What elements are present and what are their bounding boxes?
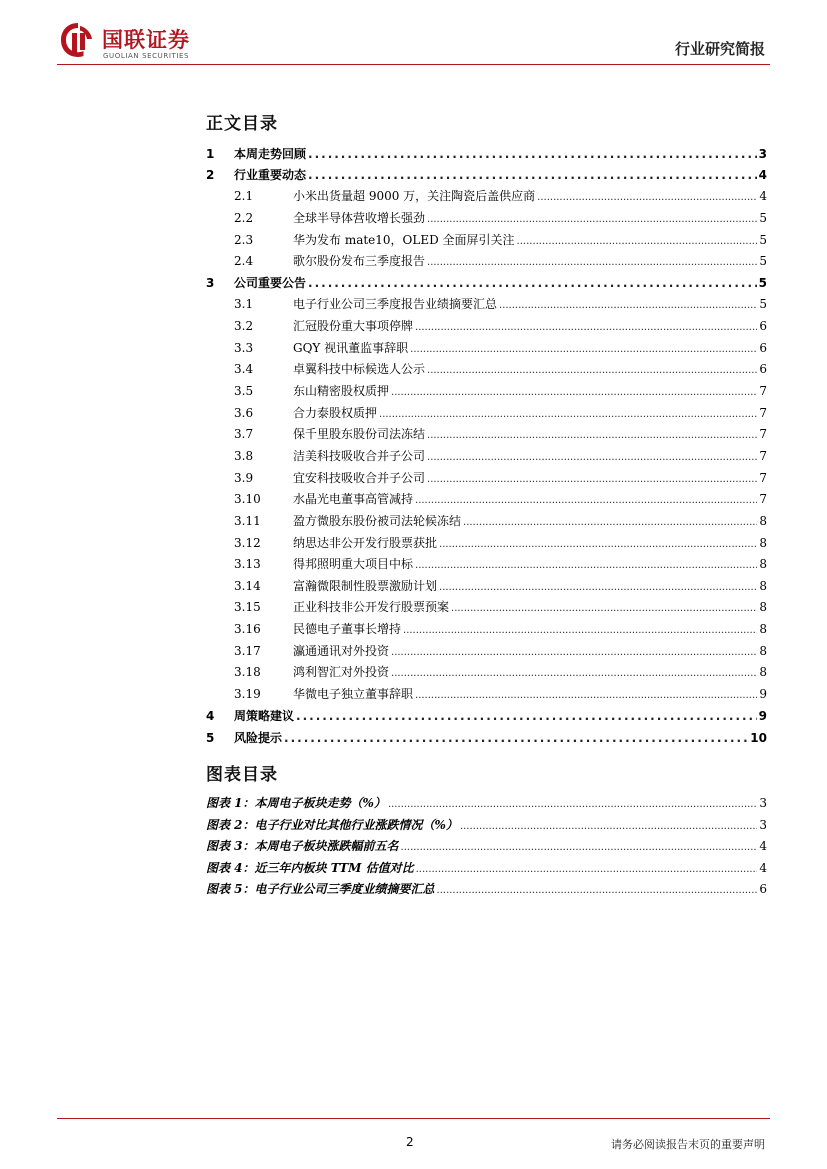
toc-entry-page: 4 — [759, 189, 767, 203]
toc-entry-number: 3.9 — [234, 471, 254, 485]
toc-entry-3-10[interactable] — [206, 489, 767, 509]
dot-leader — [284, 728, 748, 748]
figure-entry-page: 3 — [759, 818, 767, 832]
toc-entry-page: 8 — [759, 579, 767, 593]
dot-leader — [427, 210, 757, 228]
report-type: 行业研究简报 — [674, 40, 765, 58]
dot-leader — [517, 232, 758, 250]
figure-entry-title: 图表 4：近三年内板块 TTM 估值对比 — [206, 861, 414, 875]
toc-entry-title: 汇冠股份重大事项停牌 — [293, 319, 414, 333]
toc-entry-page: 8 — [759, 514, 767, 528]
toc-entry-number: 2.4 — [234, 254, 254, 268]
toc-entry-title: 民德电子董事长增持 — [293, 622, 402, 636]
toc-entry-3-5[interactable] — [206, 381, 767, 401]
logo-english-name: GUOLIAN SECURITIES — [103, 52, 190, 60]
toc-entry-page: 7 — [759, 471, 767, 485]
toc-entry-2-1[interactable] — [206, 186, 767, 206]
figure-entry-page: 4 — [759, 861, 767, 875]
toc-entry-page: 8 — [759, 622, 767, 636]
toc-entry-4[interactable] — [206, 706, 767, 726]
toc-entry-3-6[interactable] — [206, 403, 767, 423]
toc-entry-title: 风险提示 — [234, 731, 283, 745]
figures-title: 图表目录 — [206, 765, 278, 785]
toc-entry-page: 7 — [759, 449, 767, 463]
toc-entry-title: 本周走势回顾 — [234, 147, 307, 161]
toc-entry-5[interactable] — [206, 728, 767, 748]
dot-leader — [391, 664, 757, 682]
toc-entry-title: 周策略建议 — [234, 709, 295, 723]
toc-entry-title: 电子行业公司三季度报告业绩摘要汇总 — [293, 297, 498, 311]
toc-entry-title: 华微电子独立董事辞职 — [293, 687, 414, 701]
company-logo — [58, 20, 258, 64]
toc-entry-3-18[interactable] — [206, 662, 767, 682]
toc-entry-page: 10 — [750, 731, 767, 745]
toc-entry-page: 5 — [759, 233, 767, 247]
figure-entry-4[interactable] — [206, 858, 767, 878]
toc-entry-number: 3.14 — [234, 579, 261, 593]
toc-entry-title: 合力泰股权质押 — [293, 406, 378, 420]
toc-entry-title: 东山精密股权质押 — [293, 384, 390, 398]
header-divider — [57, 64, 770, 65]
toc-entry-2-2[interactable] — [206, 208, 767, 228]
toc-entry-3-15[interactable] — [206, 597, 767, 617]
toc-entry-page: 8 — [759, 644, 767, 658]
toc-entry-3-14[interactable] — [206, 576, 767, 596]
toc-entry-3[interactable] — [206, 273, 767, 293]
toc-entry-number: 1 — [206, 147, 215, 161]
toc-entry-3-16[interactable] — [206, 619, 767, 639]
toc-entry-3-11[interactable] — [206, 511, 767, 531]
dot-leader — [415, 491, 757, 509]
toc-entry-2-3[interactable] — [206, 230, 767, 250]
dot-leader — [415, 318, 757, 336]
dot-leader — [499, 296, 757, 314]
toc-entry-page: 8 — [759, 536, 767, 550]
toc-entry-number: 3.3 — [234, 341, 254, 355]
toc-entry-number: 3.2 — [234, 319, 254, 333]
dot-leader — [308, 273, 757, 293]
figure-entry-title: 图表 5：电子行业公司三季度业绩摘要汇总 — [206, 882, 435, 896]
toc-entry-page: 6 — [759, 341, 767, 355]
dot-leader — [415, 686, 757, 704]
dot-leader — [388, 795, 757, 813]
toc-entry-page: 9 — [759, 687, 767, 701]
dot-leader — [439, 535, 757, 553]
figure-entry-page: 4 — [759, 839, 767, 853]
toc-entry-title: 卓翼科技中标候选人公示 — [293, 362, 426, 376]
figure-entry-1[interactable] — [206, 793, 767, 813]
dot-leader — [427, 361, 757, 379]
toc-entry-number: 3.10 — [234, 492, 261, 506]
toc-entry-3-2[interactable] — [206, 316, 767, 336]
dot-leader — [437, 881, 758, 899]
toc-entry-number: 3.7 — [234, 427, 254, 441]
toc-entry-title: 华为发布 mate10，OLED 全面屏引关注 — [293, 233, 515, 247]
toc-entry-3-3[interactable] — [206, 338, 767, 358]
toc-entry-2[interactable] — [206, 165, 767, 185]
toc-entry-number: 2.2 — [234, 211, 254, 225]
figure-entry-2[interactable] — [206, 815, 767, 835]
toc-entry-page: 7 — [759, 427, 767, 441]
toc-entry-title: 得邦照明重大项目中标 — [293, 557, 414, 571]
toc-entry-3-17[interactable] — [206, 641, 767, 661]
toc-entry-title: 小米出货量超 9000 万，关注陶瓷后盖供应商 — [293, 189, 536, 203]
dot-leader — [427, 470, 757, 488]
toc-entry-3-1[interactable] — [206, 294, 767, 314]
toc-entry-title: 宜安科技吸收合并子公司 — [293, 471, 426, 485]
toc-entry-page: 3 — [758, 147, 767, 161]
toc-entry-page: 5 — [758, 276, 767, 290]
dot-leader — [391, 643, 757, 661]
page-number: 2 — [406, 1135, 414, 1149]
dot-leader — [537, 188, 757, 206]
figure-entry-5[interactable] — [206, 879, 767, 899]
toc-entry-page: 8 — [759, 600, 767, 614]
toc-entry-title: 盈方微股东股份被司法轮候冻结 — [293, 514, 462, 528]
guolian-logo-icon — [58, 20, 98, 60]
dot-leader — [427, 426, 757, 444]
toc-entry-number: 3.5 — [234, 384, 254, 398]
dot-leader — [401, 838, 758, 856]
toc-entry-page: 5 — [759, 211, 767, 225]
toc-entry-title: 行业重要动态 — [234, 168, 307, 182]
dot-leader — [439, 578, 757, 596]
toc-entry-page: 4 — [758, 168, 767, 182]
toc-entry-number: 3.6 — [234, 406, 254, 420]
toc-entry-3-4[interactable] — [206, 359, 767, 379]
toc-entry-number: 3.16 — [234, 622, 261, 636]
toc-entry-number: 3.18 — [234, 665, 261, 679]
figure-entry-page: 6 — [759, 882, 767, 896]
dot-leader — [391, 383, 757, 401]
toc-entry-page: 6 — [759, 362, 767, 376]
toc-entry-number: 3.1 — [234, 297, 254, 311]
toc-entry-title: GQY 视讯董监事辞职 — [293, 341, 409, 355]
toc-entry-page: 8 — [759, 557, 767, 571]
dot-leader — [308, 165, 757, 185]
dot-leader — [451, 599, 757, 617]
contents-title: 正文目录 — [206, 114, 278, 134]
toc-entry-page: 5 — [759, 297, 767, 311]
toc-entry-number: 3.12 — [234, 536, 261, 550]
toc-entry-page: 6 — [759, 319, 767, 333]
toc-entry-page: 7 — [759, 492, 767, 506]
dot-leader — [427, 448, 757, 466]
dot-leader — [460, 817, 757, 835]
toc-entry-3-9[interactable] — [206, 468, 767, 488]
toc-entry-title: 正业科技非公开发行股票预案 — [293, 600, 450, 614]
toc-entry-number: 3.4 — [234, 362, 254, 376]
toc-entry-number: 3.13 — [234, 557, 261, 571]
toc-entry-title: 保千里股东股份司法冻结 — [293, 427, 426, 441]
toc-entry-title: 全球半导体营收增长强劲 — [293, 211, 426, 225]
toc-entry-3-7[interactable] — [206, 424, 767, 444]
toc-entry-title: 瀛通通讯对外投资 — [293, 644, 390, 658]
dot-leader — [410, 340, 757, 358]
logo-chinese-name: 国联证券 — [102, 28, 190, 52]
toc-entry-title: 歌尔股份发布三季度报告 — [293, 254, 426, 268]
toc-entry-title: 纳思达非公开发行股票获批 — [293, 536, 438, 550]
dot-leader — [379, 405, 757, 423]
figure-entry-page: 3 — [759, 796, 767, 810]
toc-entry-number: 5 — [206, 731, 215, 745]
toc-entry-1[interactable] — [206, 144, 767, 164]
toc-entry-number: 3.17 — [234, 644, 261, 658]
toc-entry-title: 洁美科技吸收合并子公司 — [293, 449, 426, 463]
toc-entry-number: 2.1 — [234, 189, 254, 203]
dot-leader — [296, 706, 757, 726]
toc-entry-number: 2 — [206, 168, 215, 182]
figure-entry-title: 图表 3：本周电子板块涨跌幅前五名 — [206, 839, 399, 853]
figure-entry-3[interactable] — [206, 836, 767, 856]
figure-entry-title: 图表 2：电子行业对比其他行业涨跌情况（%） — [206, 818, 458, 832]
toc-entry-number: 3.19 — [234, 687, 261, 701]
toc-entry-page: 7 — [759, 406, 767, 420]
toc-entry-page: 7 — [759, 384, 767, 398]
toc-entry-3-12[interactable] — [206, 533, 767, 553]
dot-leader — [427, 253, 757, 271]
toc-entry-number: 2.3 — [234, 233, 254, 247]
dot-leader — [403, 621, 757, 639]
toc-entry-number: 3.15 — [234, 600, 261, 614]
toc-entry-title: 鸿利智汇对外投资 — [293, 665, 390, 679]
figure-entry-title: 图表 1：本周电子板块走势（%） — [206, 796, 386, 810]
toc-entry-number: 3.11 — [234, 514, 261, 528]
toc-entry-3-8[interactable] — [206, 446, 767, 466]
toc-entry-number: 3.8 — [234, 449, 254, 463]
toc-entry-3-13[interactable] — [206, 554, 767, 574]
toc-entry-title: 公司重要公告 — [234, 276, 307, 290]
toc-entry-page: 8 — [759, 665, 767, 679]
toc-entry-title: 水晶光电董事高管减持 — [293, 492, 414, 506]
toc-entry-page: 9 — [758, 709, 767, 723]
dot-leader — [463, 513, 757, 531]
toc-entry-number: 3 — [206, 276, 215, 290]
dot-leader — [415, 556, 757, 574]
toc-entry-number: 4 — [206, 709, 215, 723]
dot-leader — [416, 860, 758, 878]
footer-disclaimer: 请务必阅读报告末页的重要声明 — [611, 1138, 765, 1151]
toc-entry-title: 富瀚微限制性股票激励计划 — [293, 579, 438, 593]
footer-divider — [57, 1118, 770, 1119]
dot-leader — [308, 144, 757, 164]
toc-entry-page: 5 — [759, 254, 767, 268]
toc-entry-2-4[interactable] — [206, 251, 767, 271]
toc-entry-3-19[interactable] — [206, 684, 767, 704]
